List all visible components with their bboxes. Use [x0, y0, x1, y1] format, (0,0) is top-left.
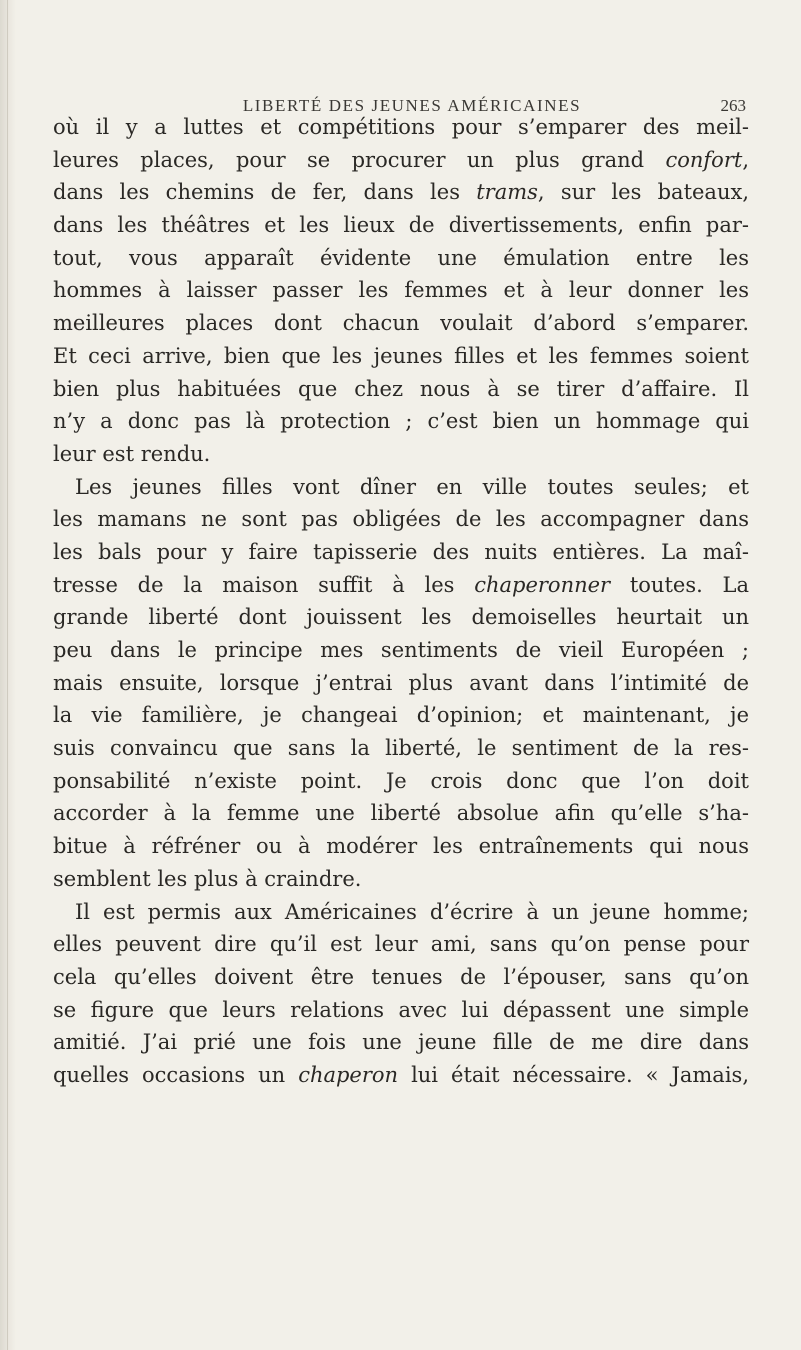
italic-word: confort — [665, 147, 743, 172]
text-segment: cela qu’elles doivent être tenues de l’épouser, sans qu’on — [53, 964, 749, 989]
text-line — [53, 765, 749, 798]
text-segment: où il y a luttes et compétitions pour s’emparer des meil- — [53, 115, 749, 139]
text-line — [53, 601, 749, 634]
text-segment: grande liberté dont jouissent les demoiselles heurtait un — [53, 605, 749, 630]
text-line — [53, 896, 749, 929]
text-line — [53, 797, 749, 830]
text-segment: , — [742, 147, 749, 172]
text-segment: amitié. J’ai prié une fois une jeune fille de me dire dans — [53, 1030, 749, 1055]
running-head-title: LIBERTÉ DES JEUNES AMÉRICAINES — [242, 96, 582, 115]
text-segment: mais ensuite, lorsque j’entrai plus avant dans l’intimité de — [53, 670, 749, 695]
text-segment: leures places, pour se procurer un plus grand — [53, 147, 666, 172]
text-line — [53, 961, 749, 994]
text-line — [53, 242, 749, 275]
text-segment: Les jeunes filles vont dîner en ville toutes seules; et — [75, 474, 749, 499]
text-line — [53, 405, 749, 438]
text-line — [53, 1059, 749, 1092]
text-line — [53, 569, 749, 602]
text-line — [53, 144, 749, 177]
body-text — [53, 111, 749, 1092]
text-segment: ponsabilité n’existe point. Je crois donc que l’on doit — [53, 768, 749, 793]
text-segment: Et ceci arrive, bien que les jeunes filles et les femmes soient — [53, 343, 749, 368]
text-segment: lui était nécessaire. « Jamais, — [398, 1062, 749, 1087]
text-line — [53, 503, 749, 536]
text-segment: Il est permis aux Américaines d’écrire à un jeune homme; — [75, 899, 749, 924]
text-line — [53, 176, 749, 209]
text-line — [53, 863, 749, 896]
text-line — [53, 699, 749, 732]
text-line — [53, 373, 749, 406]
text-line — [53, 830, 749, 863]
text-line — [53, 274, 749, 307]
text-segment: la vie familière, je changeai d’opinion; et maintenant, je — [53, 703, 749, 728]
text-line — [53, 340, 749, 373]
page-binding-edge — [0, 0, 16, 1350]
text-line — [53, 994, 749, 1027]
text-segment: bien plus habituées que chez nous à se tirer d’affaire. Il — [53, 376, 749, 401]
text-line — [53, 928, 749, 961]
text-segment: elles peuvent dire qu’il est leur ami, sans qu’on pense pour — [53, 932, 749, 957]
italic-word: chaperon — [298, 1062, 399, 1087]
text-segment: se figure que leurs relations avec lui dépassent une simple — [53, 997, 749, 1022]
italic-word: trams — [476, 180, 538, 205]
text-segment: peu dans le principe mes sentiments de vieil Européen ; — [53, 638, 749, 662]
text-segment: quelles occasions un — [53, 1062, 299, 1087]
text-line — [53, 536, 749, 569]
text-segment: leur est rendu. — [53, 441, 211, 466]
text-line — [53, 471, 749, 504]
text-line — [53, 732, 749, 765]
text-segment: les bals pour y faire tapisserie des nuits entières. La maî- — [53, 539, 749, 564]
text-line — [53, 667, 749, 700]
text-line — [53, 634, 749, 667]
text-segment: suis convaincu que sans la liberté, le sentiment de la res- — [53, 736, 749, 761]
text-line — [53, 1026, 749, 1059]
text-segment: accorder à la femme une liberté absolue afin qu’elle s’ha- — [53, 801, 749, 826]
italic-word: chaperonner — [474, 572, 611, 597]
page-number: 263 — [720, 96, 746, 115]
text-segment: , sur les bateaux, — [537, 180, 749, 205]
text-segment: hommes à laisser passer les femmes et à leur donner les — [53, 278, 749, 303]
text-line — [53, 209, 749, 242]
text-segment: semblent les plus à craindre. — [53, 866, 362, 891]
text-segment: tresse de la maison suffit à les — [53, 572, 475, 597]
text-line — [53, 111, 749, 144]
text-segment: toutes. La — [610, 572, 749, 597]
text-segment: dans les chemins de fer, dans les — [53, 180, 477, 205]
text-segment: les mamans ne sont pas obligées de les accompagner dans — [53, 507, 749, 532]
text-segment: dans les théâtres et les lieux de divertissements, enfin par- — [53, 213, 749, 238]
text-line — [53, 307, 749, 340]
text-line — [53, 438, 749, 471]
text-segment: meilleures places dont chacun voulait d’abord s’emparer. — [53, 311, 749, 336]
text-segment: bitue à réfréner ou à modérer les entraînements qui nous — [53, 834, 749, 859]
text-segment: tout, vous apparaît évidente une émulation entre les — [53, 245, 749, 270]
text-segment: n’y a donc pas là protection ; c’est bien un hommage qui — [53, 409, 749, 434]
